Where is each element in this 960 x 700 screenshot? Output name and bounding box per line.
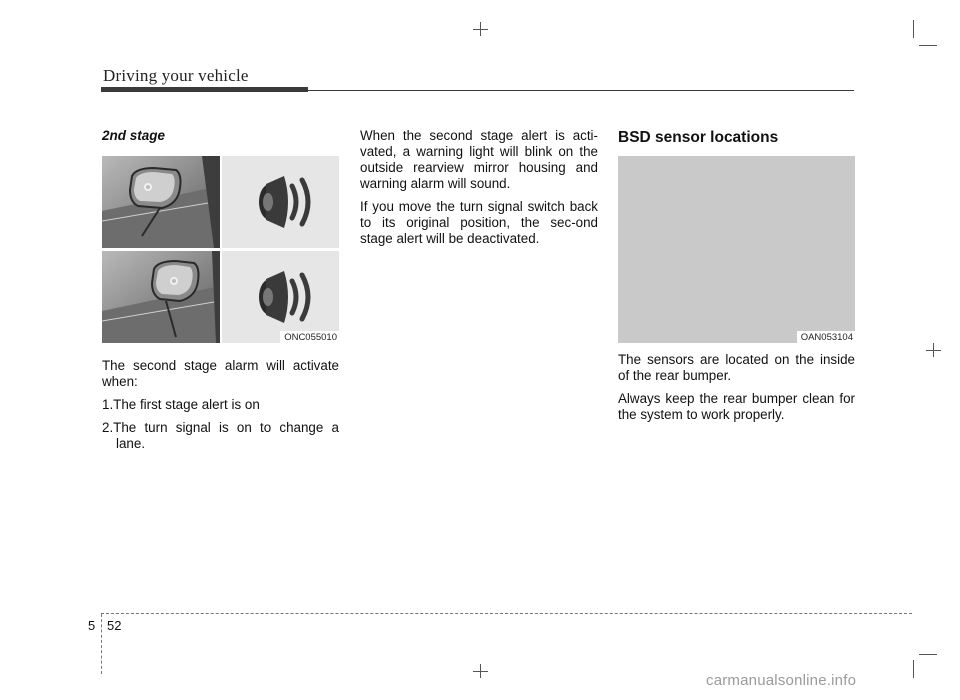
watermark: carmanualsonline.info [706, 672, 857, 689]
left-column-text [102, 358, 339, 459]
speaker-icon [222, 156, 339, 248]
crop-mark-right-center [926, 350, 941, 351]
paragraph: If you move the turn signal switch back to its original position, the sec-ond stage alert will be deactivated. [360, 199, 598, 246]
paragraph: Always keep the rear bumper clean for the system to work properly. [618, 391, 855, 422]
crop-mark-top-right [913, 20, 914, 38]
bsd-sensor-figure [618, 156, 855, 343]
speaker-panel-top [222, 156, 339, 248]
chapter-number: 5 [88, 618, 96, 633]
mirror-photo-bottom-image [102, 251, 220, 343]
chapter-title: Driving your vehicle [103, 66, 249, 85]
paragraph: When the second stage alert is acti-vated, a warning light will blink on the outside rearview mirror housing and warning alarm will sound. [360, 128, 598, 191]
middle-column-text [360, 128, 598, 254]
page-number: 52 [107, 618, 122, 633]
mirror-photo-bottom [102, 251, 220, 343]
speaker-panel-bottom [222, 251, 339, 343]
paragraph: The sensors are located on the inside of the rear bumper. [618, 352, 855, 383]
figure-code-left: ONC055010 [280, 331, 339, 343]
footer-divider [101, 614, 102, 674]
mirror-photo-top-image [102, 156, 220, 248]
crop-mark-bottom-right [919, 654, 937, 655]
crop-mark-top-right [919, 45, 937, 46]
figure-code-right: OAN053104 [797, 331, 855, 343]
stage-heading: 2nd stage [102, 128, 166, 143]
header-rule-thick [101, 87, 308, 92]
crop-mark-bottom-right [913, 660, 914, 678]
footer-rule [101, 613, 912, 614]
mirror-photo-top [102, 156, 220, 248]
stage-intro: The second stage alarm will activate when: [102, 358, 339, 389]
bsd-alert-figure [102, 156, 339, 343]
speaker-icon [222, 251, 339, 343]
list-item: 1.The first stage alert is on [102, 397, 260, 412]
crop-mark-top-center [473, 29, 488, 30]
right-column-text [618, 352, 855, 430]
header-rule-thin [308, 90, 854, 91]
section-heading: BSD sensor locations [618, 129, 779, 146]
crop-mark-bottom-center [473, 671, 488, 672]
list-item: 2.The turn signal is on to change a lane. [102, 420, 339, 451]
